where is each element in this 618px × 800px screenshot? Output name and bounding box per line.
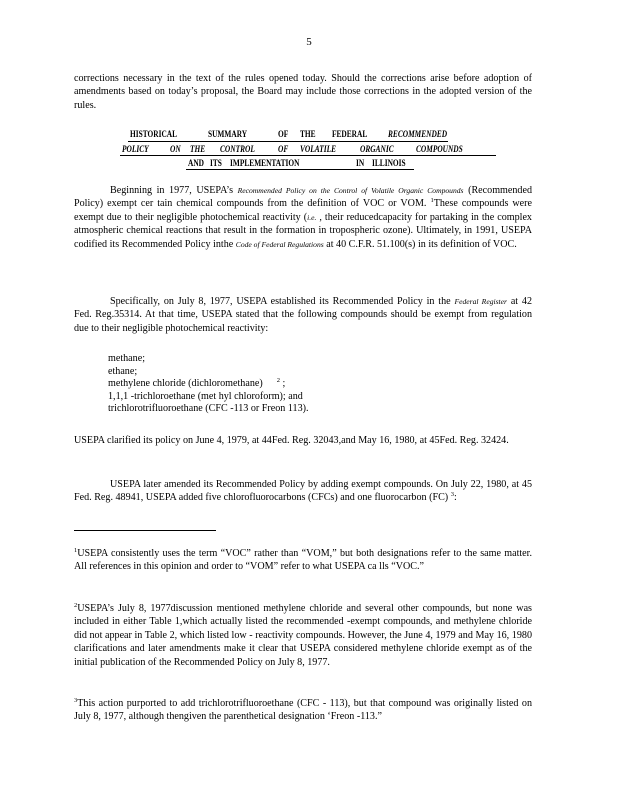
heading-word: THE bbox=[190, 144, 206, 154]
heading-word: VOLATILE bbox=[300, 144, 337, 154]
heading-word: IN bbox=[356, 158, 365, 168]
footnote-text: USEPA’s July 8, 1977discussion mentioned methylene chloride and several other compounds, but none was included in either Table 1,which actually listed the recommended -exempt compounds, and methylene chloride did not appear in Table 2, which listed low - reactivity compounds. However, the June 4, 1979 and May 16, 1980 clarifications and later amendments make it clear that USEPA considered methylene chloride exempt as of the initial publication of the Recommended Policy on July 8, 1977. bbox=[74, 603, 532, 668]
heading-word: HISTORICAL bbox=[130, 129, 178, 139]
footnote-1 bbox=[74, 547, 532, 574]
list-item: ethane; bbox=[108, 365, 138, 377]
text-run: Beginning in 1977, USEPA’s bbox=[110, 185, 238, 196]
footnote-text: This action purported to add trichlorotrifluoroethane (CFC - 113), but that compound was originally listed on July 8, 1977, although thengiven the parenthetical designation ‘Freon -113.” bbox=[74, 698, 532, 723]
heading-underline bbox=[120, 155, 496, 156]
list-item: methane; bbox=[108, 353, 145, 364]
paragraph-specifically bbox=[74, 295, 532, 335]
paragraph-later-amended bbox=[74, 478, 532, 505]
compound-list bbox=[108, 352, 528, 415]
text-run: These compounds were exempt due to their negligible photochemical reactivity ( bbox=[74, 198, 532, 223]
heading-word: AND bbox=[188, 158, 204, 168]
text-run: at 40 C.F.R. 51.100(s) in its definition of VOC. bbox=[323, 238, 517, 250]
italic-title: Federal Register bbox=[454, 297, 507, 306]
heading-word: OF bbox=[278, 129, 289, 139]
text-run: , their reducedcapacity for partaking in the complex atmospheric chemical reactions that result in the formation in tropospheric ozone). Ultimately, in 1991, USEPA codified its Recommended Policy inthe bbox=[74, 211, 532, 250]
list-item: 1,1,1 -trichloroethane (met hyl chloroform); and bbox=[108, 390, 303, 402]
heading-word: OF bbox=[278, 144, 289, 154]
heading-word: ORGANIC bbox=[360, 144, 394, 154]
footnote-number: 3 bbox=[74, 697, 78, 704]
text-run: (Recommended Policy) exempt cer tain chemical compounds from the definition of VOC or VOM. bbox=[74, 185, 532, 210]
page-number: 5 bbox=[306, 36, 312, 48]
footnote-number: 2 bbox=[74, 602, 78, 609]
italic-title: Recommended Policy on the Control of Volatile Organic Compounds bbox=[237, 186, 464, 195]
heading-word: CONTROL bbox=[220, 144, 255, 154]
heading-word: ITS bbox=[210, 158, 222, 168]
footnote-separator bbox=[74, 530, 216, 531]
list-item bbox=[108, 377, 528, 390]
list-item: trichlorotrifluoroethane (CFC -113 or Freon 113). bbox=[108, 403, 309, 415]
text-run: methylene chloride (dichloromethane) bbox=[108, 378, 263, 390]
footnote-ref: 1 bbox=[430, 197, 434, 205]
heading-word: POLICY bbox=[122, 144, 149, 154]
paragraph-clarified: USEPA clarified its policy on June 4, 1979, at 44Fed. Reg. 32043,and May 16, 1980, at 45Fed. Reg. 32424. bbox=[74, 435, 509, 446]
footnote-2 bbox=[74, 602, 532, 669]
heading-underline bbox=[128, 141, 448, 142]
footnote-ref: 3 bbox=[450, 491, 454, 499]
heading-word: RECOMMENDED bbox=[388, 129, 448, 139]
paragraph-recommended-policy bbox=[74, 184, 532, 251]
intro-paragraph: corrections necessary in the text of the rules opened today. Should the corrections arise before adoption of amendments based on today’s proposal, the Board may include those corrections in the adopted version of the rules. bbox=[74, 73, 532, 111]
heading-word: COMPOUNDS bbox=[416, 144, 463, 154]
heading-underline bbox=[186, 169, 414, 170]
text-run: Specifically, on July 8, 1977, USEPA established its Recommended Policy in the bbox=[110, 296, 455, 307]
heading-word: SUMMARY bbox=[208, 129, 248, 139]
heading-word: FEDERAL bbox=[332, 129, 368, 139]
italic-title: Code of Federal Regulations bbox=[235, 239, 324, 249]
heading-word: ILLINOIS bbox=[372, 158, 406, 168]
text-run: USEPA later amended its Recommended Policy by adding exempt compounds. On July 22, 1980, at 45 Fed. Reg. 48941, USEPA added five chlorofluorocarbons (CFCs) and one fluorocarbon (FC) bbox=[74, 479, 532, 504]
heading-word: IMPLEMENTATION bbox=[230, 158, 300, 168]
footnote-number: 1 bbox=[74, 547, 78, 554]
text-run: at 42 Fed. Reg.35314. At that time, USEPA stated that the following compounds should be exempt from regulation due to their negligible photochemical reactivity: bbox=[74, 296, 533, 334]
italic-abbrev: i.e. bbox=[307, 212, 317, 222]
footnote-text: USEPA consistently uses the term “VOC” rather than “VOM,” but both designations refer to the same matter. All references in this opinion and order to “VOM” refer to what USEPA ca lls “VOC.” bbox=[74, 548, 532, 573]
text-run: ; bbox=[279, 378, 286, 390]
heading-word: ON bbox=[170, 144, 181, 154]
heading-word: THE bbox=[300, 129, 316, 139]
footnote-3 bbox=[74, 697, 532, 724]
text-run: : bbox=[453, 492, 457, 504]
footnote-ref: 2 bbox=[276, 377, 280, 385]
